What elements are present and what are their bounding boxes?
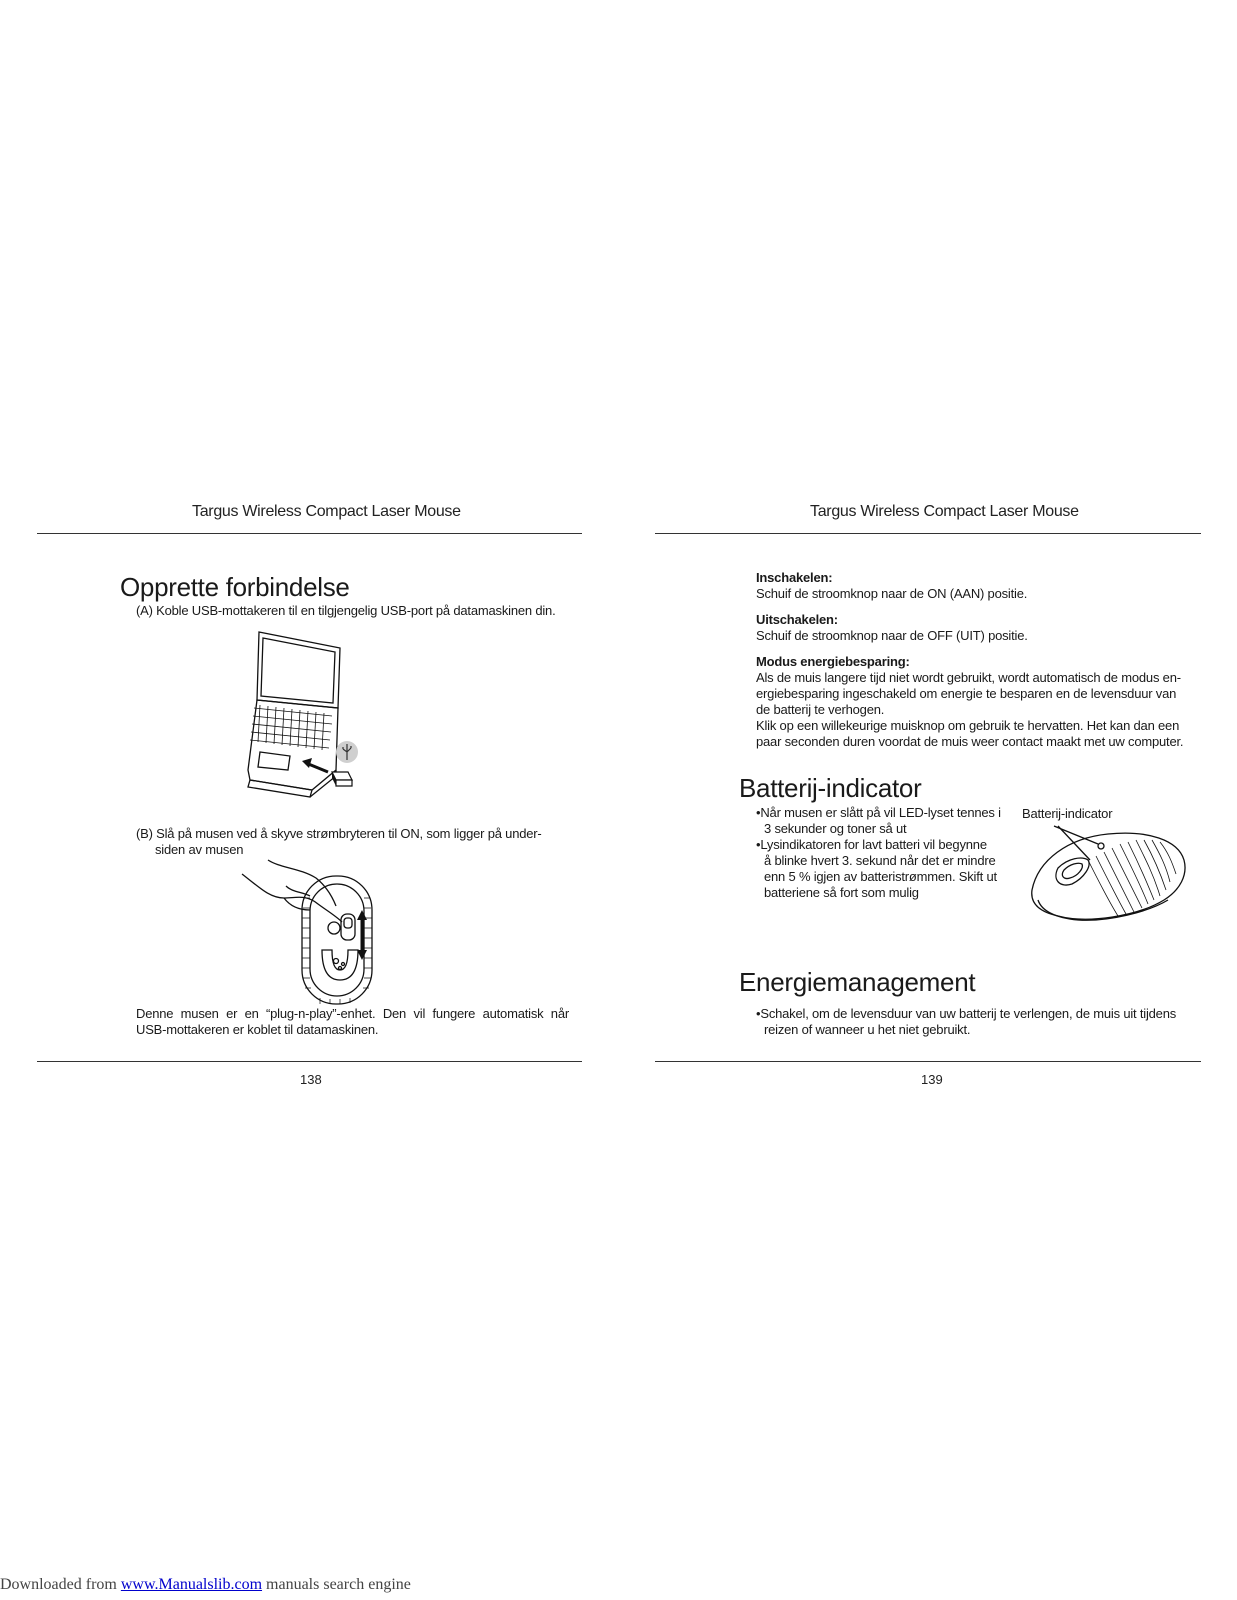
step-b-line1: (B) Slå på musen ved å skyve strømbryteren til ON, som ligger på under- — [136, 826, 542, 841]
download-footer — [0, 1576, 411, 1594]
page-number: 138 — [300, 1072, 322, 1087]
modus-line: de batterij te verhogen. — [756, 702, 885, 717]
modus-line: ergiebesparing ingeschakeld om energie te besparen en de levensduur van — [756, 686, 1177, 701]
left-page — [0, 0, 618, 1600]
modus-line: paar seconden duren voordat de muis weer contact maakt met uw computer. — [756, 734, 1184, 749]
battery-bullet1-line1: •Når musen er slått på vil LED-lyset tennes i — [756, 805, 1001, 820]
modus-line: Klik op een willekeurige muisknop om gebruik te hervatten. Het kan dan een — [756, 718, 1180, 733]
header-rule — [655, 533, 1201, 534]
plug-play-line1: Denne musen er en “plug-n-play”-enhet. Den vil fungere automatisk når — [136, 1006, 569, 1021]
mouse-underside-icon — [240, 858, 380, 1008]
header-rule — [37, 533, 582, 534]
page-header: Targus Wireless Compact Laser Mouse — [810, 503, 1079, 520]
page-header: Targus Wireless Compact Laser Mouse — [192, 503, 461, 520]
inschakelen-text: Schuif de stroomknop naar de ON (AAN) positie. — [756, 586, 1028, 601]
right-page — [618, 0, 1237, 1600]
battery-bullet2-line3: enn 5 % igjen av batteristrømmen. Skift ut — [764, 869, 997, 884]
battery-callout: Batterij-indicator — [1022, 806, 1113, 821]
step-a-text: (A) Koble USB-mottakeren til en tilgjengelig USB-port på datamaskinen din. — [136, 603, 556, 618]
laptop-usb-icon — [240, 630, 370, 805]
battery-bullet1-line2: 3 sekunder og toner så ut — [764, 821, 907, 836]
manualslib-link[interactable]: www.Manualslib.com — [120, 1576, 263, 1593]
battery-bullet2-line2: å blinke hvert 3. sekund når det er mindre — [764, 853, 996, 868]
mouse-top-icon — [1028, 820, 1188, 930]
footer-rule — [655, 1061, 1201, 1062]
uitschakelen-label: Uitschakelen: — [756, 612, 838, 627]
step-b-line2: siden av musen — [155, 842, 244, 857]
energy-section-title: Energiemanagement — [739, 967, 976, 997]
uitschakelen-text: Schuif de stroomknop naar de OFF (UIT) positie. — [756, 628, 1028, 643]
footer-suffix: manuals search engine — [266, 1576, 411, 1593]
page-number: 139 — [921, 1072, 943, 1087]
section-title: Opprette forbindelse — [120, 572, 350, 602]
modus-line: Als de muis langere tijd niet wordt gebruikt, wordt automatisch de modus en- — [756, 670, 1181, 685]
energy-line1: •Schakel, om de levensduur van uw batterij te verlengen, de muis uit tijdens — [756, 1006, 1177, 1021]
modus-label: Modus energiebesparing: — [756, 654, 910, 669]
energy-line2: reizen of wanneer u het niet gebruikt. — [764, 1022, 971, 1037]
battery-bullet2-line4: batteriene så fort som mulig — [764, 885, 919, 900]
footer-rule — [37, 1061, 582, 1062]
battery-section-title: Batterij-indicator — [739, 773, 922, 803]
plug-play-line2: USB-mottakeren er koblet til datamaskinen. — [136, 1022, 379, 1037]
battery-bullet2-line1: •Lysindikatoren for lavt batteri vil begynne — [756, 837, 987, 852]
inschakelen-label: Inschakelen: — [756, 570, 833, 585]
footer-prefix: Downloaded from — [0, 1576, 117, 1593]
